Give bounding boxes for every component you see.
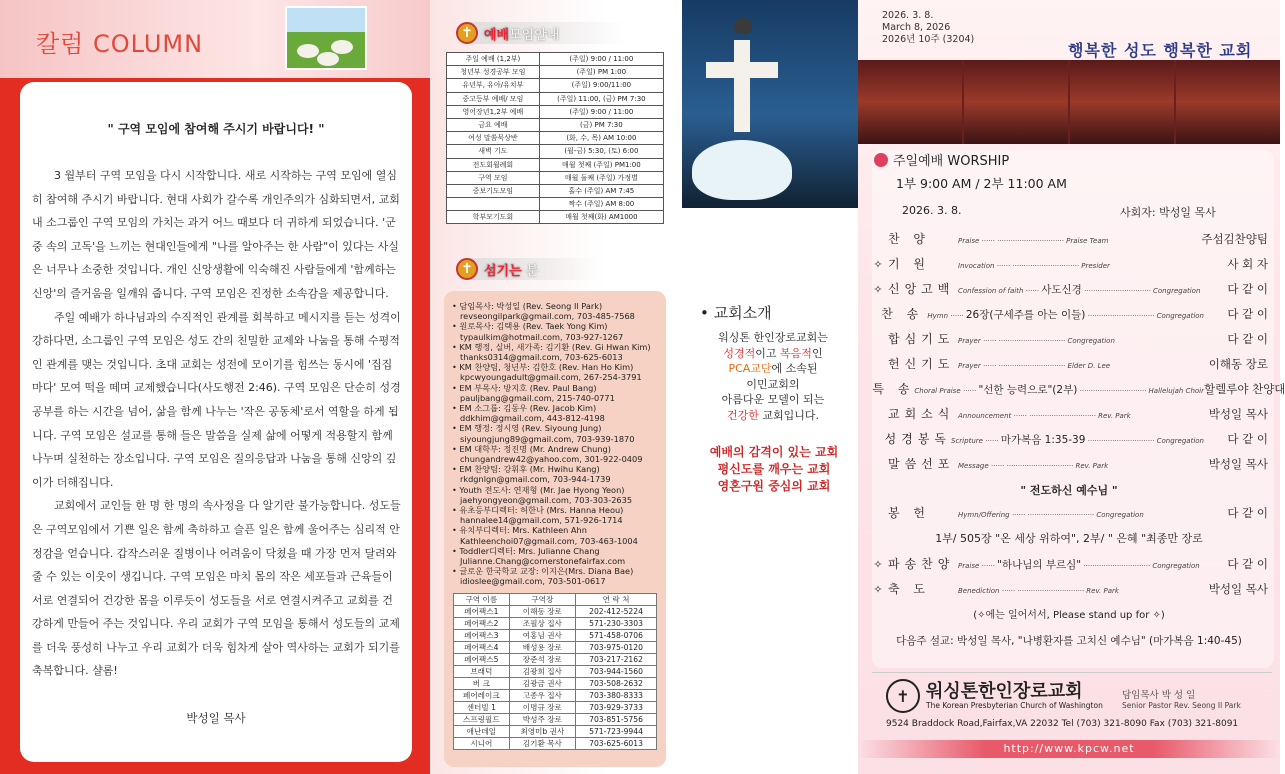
worship-order-row (868, 555, 1268, 577)
schedule-cell: 금요 예배 (447, 118, 540, 131)
staff-entry: • KM 찬양팀, 청년부: 김한호 (Rev. Han Ho Kim) (452, 362, 634, 373)
schedule-row (447, 92, 664, 105)
cell-value: 202-412-5224 (576, 606, 657, 618)
order-en: Prayer (958, 362, 981, 370)
worship-order-row (868, 580, 1268, 602)
cell-row (454, 690, 657, 702)
order-star: ✧ (873, 258, 883, 271)
church-address: 9524 Braddock Road,Fairfax,VA 22032 Tel (703) 321-8090 Fax (703) 321-8091 (886, 719, 1239, 729)
order-detail: "선한 능력으로"(2부) (978, 384, 1078, 396)
schedule-cell: 매월 첫째(화) AM1000 (539, 211, 663, 224)
schedule-cell: 구역 모임 (447, 171, 540, 184)
order-item: 기 원 (888, 257, 930, 271)
order-star: ✧ (873, 558, 883, 571)
schedule-cell: 매월 둘째 (주일) 가정별 (539, 171, 663, 184)
order-who: 다 같 이 (1227, 557, 1268, 571)
staff-list (452, 301, 662, 587)
order-en: Choral Praise (914, 387, 961, 395)
order-item: 파송찬양 (888, 557, 955, 571)
order-who: 박성일 목사 (1208, 407, 1268, 421)
worship-order-row (868, 330, 1268, 352)
staff-entry: • EM 소그룹: 김동우 (Rev. Jacob Kim) (452, 403, 597, 414)
staff-heading-a: 섬기는 (484, 263, 522, 279)
schedule-cell: (화, 수, 목) AM 10:00 (539, 132, 663, 145)
order-en: Confession of faith (958, 287, 1024, 295)
church-logo-icon: ✝ (886, 679, 920, 713)
order-en: Hymn/Offering (958, 511, 1010, 519)
staff-entry: typaulkim@hotmail.com, 703-927-1267 (460, 331, 624, 342)
staff-entry: revseongilpark@gmail.com, 703-485-7568 (460, 311, 635, 322)
church-photos (858, 60, 1280, 144)
cell-value: 고종우 집사 (509, 690, 575, 702)
cross-photo (682, 0, 858, 208)
schedule-heading (456, 22, 646, 44)
schedule-row (447, 105, 664, 118)
cross-icon: ✝ (456, 258, 478, 280)
cell-value: 장준석 장로 (509, 654, 575, 666)
worship-times: 1부 9:00 AM / 2부 11:00 AM (896, 176, 1067, 191)
worship-order-row (868, 280, 1268, 302)
schedule-cell: 짝수 (주일) AM 8:00 (539, 198, 663, 211)
order-detail: "하나님의 부르심" (997, 559, 1082, 571)
staff-entry: idioslee@gmail.com, 703-501-0617 (460, 576, 606, 587)
worship-order-row (868, 230, 1268, 252)
order-detail: 사도신경 (1041, 284, 1082, 296)
schedule-cell: 새벽 기도 (447, 145, 540, 158)
order-who: 다 같 이 (1227, 332, 1268, 346)
staff-entry: Julianne.Chang@cornerstonefairfax.com (460, 556, 626, 567)
column-paragraph: 교회에서 교인들 한 명 한 명의 속사정을 다 알기란 불가능합니다. 성도들은 구역모임에서 기쁜 일은 함께 축하하고 슬픈 일은 함께 울어주는 심리적 안정감을 얻습니다. 갑작스러운 질병이나 어려움이 닥쳤을 때 가장 먼저 달려와 줄 수 있는 이웃이 생깁니다. 구역 모임은 마치 몸의 작은 세포들과 근육들이 서로 연결되어 건강한 몸을 이루듯이 성도들을 서로 연결시켜주고 교회를 건강하게 만들어 주는 것입니다. 우리 교회가 구역 모임을 통해서 성도들의 교제를 더욱 풍성히 나누고 우리 교회가 더욱 힘차게 살아 역사하는 교회가 되기를 축복합니다. 샬롬! (32, 499, 401, 678)
staff-entry: • EM 대학부: 정진명 (Mr. Andrew Chung) (452, 443, 611, 454)
order-who: 박성일 목사 (1208, 582, 1268, 596)
staff-entry: • 담임목사: 박성일 (Rev. Seong Il Park) (452, 301, 603, 311)
schedule-row (447, 158, 664, 171)
order-role: Congregation (1156, 437, 1204, 445)
schedule-cell: (금) PM 7:30 (539, 118, 663, 131)
intro-text: 워싱톤 한인장로교회는 성경적이고 복음적인 PCA교단에 소속된 이민교회의 아름다운 모델이 되는 건강한 교회입니다. (718, 331, 828, 422)
order-star: ✧ (873, 283, 883, 296)
cell-value: 박성주 장로 (509, 714, 575, 726)
staff-entry: jaehyongyeon@gmail.com, 703-303-2635 (460, 494, 633, 505)
cell-row (454, 666, 657, 678)
staff-entry: siyoungjung89@gmail.com, 703-939-1870 (460, 433, 635, 444)
worship-order-row (868, 255, 1268, 277)
staff-entry: • EM 부목사: 방지호 (Rev. Paul Bang) (452, 382, 597, 393)
worship-panel (858, 0, 1285, 774)
schedule-cell: 매월 첫째 (주일) PM1:00 (539, 158, 663, 171)
column-header (0, 0, 430, 78)
schedule-row (447, 198, 664, 211)
order-item: 성경봉독 (884, 432, 952, 446)
cell-row (454, 654, 657, 666)
worship-title: 주일예배 WORSHIP (874, 150, 1009, 169)
schedule-cell: (주일) 9:00/11:00 (539, 79, 663, 92)
staff-entry: • 글로운 한국학교 교장: 이지은(Mrs. Diana Bae) (452, 566, 634, 577)
cell-value: 브래덕 (454, 666, 510, 678)
cell-value: 최영미b 권사 (509, 726, 575, 738)
order-en: Hymn (927, 312, 949, 320)
cross-icon: ✝ (456, 22, 478, 44)
staff-entry: • Youth 전도사: 연재형 (Mr. Jae Hyong Yeon) (452, 484, 625, 495)
cell-row (454, 642, 657, 654)
order-role: Rev. Park (1086, 587, 1119, 595)
worship-order-row (868, 455, 1268, 477)
column-title: " 구역 모임에 참여해 주시기 바랍니다! " (107, 122, 325, 136)
order-item: 찬 양 (888, 232, 930, 246)
order-role: Hallelujah Choir (1148, 387, 1204, 395)
cell-value: 페어팩스3 (454, 630, 510, 642)
cell-value: 페어팩스2 (454, 618, 510, 630)
worship-date: 2026. 3. 8. (902, 204, 962, 217)
cell-value: 703-625-6013 (576, 738, 657, 750)
offering-hymn: 1부/ 505장 "온 세상 위하여", 2부/ " 은혜 "최종만 장로 (935, 532, 1203, 545)
order-dots: Praise ······ ······························ Praise Team (958, 237, 1109, 245)
cell-value: 571-230-3303 (576, 618, 657, 630)
staff-entry: • 유초등부디렉터: 허한나 (Mrs. Hanna Heou) (452, 505, 624, 516)
schedule-cell: 여성 말씀묵상반 (447, 132, 540, 145)
schedule-cell: (주일) PM 1:00 (539, 66, 663, 79)
order-dots: Prayer ······ ······························ Congregation (958, 337, 1115, 345)
order-en: Announcement (958, 412, 1012, 420)
order-en: Invocation (958, 262, 995, 270)
schedule-row (447, 53, 664, 66)
cell-row (454, 738, 657, 750)
cell-header-row (454, 594, 657, 606)
schedule-cell: 전도회월례회 (447, 158, 540, 171)
staff-box (444, 291, 666, 767)
column-paragraph: 주일 예배가 하나님과의 수직적인 관계를 회복하고 메시지를 듣는 성격이 강하다면, 소그룹인 구역 모임은 성도 간의 친밀한 교제와 나눔을 통해 수평적인 관계를 맺는 것입니다. 초대 교회는 성전에 모이기를 힘쓰는 동시에 '집집마다' 모여 떡을 떼며 교제했습니다(사도행전 2:46). 구역 모임은 단순히 성경 공부를 하는 시간을 넘어, 삶을 함께 나누는 '작은 공동체'로서 역할을 하게 됩니다. 구역 모임은 설교를 통해 들은 말씀을 실제 삶에 어떻게 적용할지 함께 나누며 실천하는 장소입니다. 구역 모임은 질의응답과 나눔을 통해 신앙의 깊이가 더해집니다. (32, 310, 401, 489)
order-detail: 마가복음 1:35-39 (1000, 434, 1086, 446)
worship-order-row (868, 504, 1268, 526)
cell-row (454, 630, 657, 642)
staff-entry: pauljbang@gmail.com, 215-740-0771 (460, 392, 615, 403)
order-item: 합심기도 (888, 332, 955, 346)
order-item: 신앙고백 (888, 282, 955, 296)
order-dots: Choral Praise ······ "선한 능력으로"(2부) ······························ Hallelujah Choir (914, 384, 1204, 396)
staff-entry: • Toddler디렉터: Mrs. Julianne Chang (452, 545, 600, 556)
cell-value: 애난데일 (454, 726, 510, 738)
order-item: 찬 송 (881, 307, 924, 321)
schedule-cell: (월-금) 5:30, (토) 6:00 (539, 145, 663, 158)
cell-value: 703-975-0120 (576, 642, 657, 654)
cell-row (454, 714, 657, 726)
staff-entry: Kathleenchoi07@gmail.com, 703-463-1004 (460, 535, 638, 546)
schedule-row (447, 132, 664, 145)
order-item: 봉 헌 (888, 506, 930, 520)
staff-heading-b: 분 (525, 263, 539, 279)
sermon-title: " 전도하신 예수님 " (1020, 484, 1118, 497)
order-item: 축 도 (888, 582, 930, 596)
schedule-heading-a: 예배 (484, 27, 510, 43)
schedule-cell: (주일) 11:00, (금) PM 7:30 (539, 92, 663, 105)
cell-value: 703-929-3733 (576, 702, 657, 714)
order-role: Presider (1081, 262, 1110, 270)
cell-row (454, 678, 657, 690)
staff-entry: • 원로목사: 김택용 (Rev. Taek Yong Kim) (452, 321, 608, 332)
order-role: Praise Team (1066, 237, 1109, 245)
staff-entry: hannalee14@gmail.com, 571-926-1714 (460, 515, 623, 526)
order-who: 할렐루야 찬양대 (1204, 382, 1285, 396)
staff-entry: • EM 행정: 정시영 (Rev. Siyoung Jung) (452, 423, 602, 434)
cell-value: 571-458-0706 (576, 630, 657, 642)
worship-order-row (868, 355, 1268, 377)
staff-heading (456, 258, 616, 280)
order-who: 사 회 자 (1227, 257, 1268, 271)
schedule-row (447, 66, 664, 79)
church-url[interactable]: http://www.kpcw.net (858, 740, 1280, 758)
schedule-cell: 주일 예배 (1,2부) (447, 53, 540, 66)
info-panel (430, 0, 682, 774)
order-en: Praise (958, 237, 980, 245)
church-footer (872, 672, 1272, 742)
schedule-cell: (주일) 9:00 / 11:00 (539, 105, 663, 118)
order-en: Message (958, 462, 989, 470)
flower-icon (874, 153, 888, 167)
cell-value: 김광희 집사 (509, 666, 575, 678)
order-dots: Invocation ······ ······························ Presider (958, 262, 1110, 270)
order-dots: Confession of faith ······ 사도신경 ······························ Congregation (958, 284, 1201, 296)
cell-value: 페어팩스5 (454, 654, 510, 666)
order-role: Congregation (1096, 511, 1144, 519)
cell-row (454, 726, 657, 738)
order-dots: Hymn ······ 26장(구세주를 아는 이들) ······························ Congregation (927, 309, 1204, 321)
cell-value: 페어팩스4 (454, 642, 510, 654)
staff-entry: • EM 찬양팀: 강휘후 (Mr. Hwihu Kang) (452, 464, 600, 475)
order-dots: Scripture ······ 마가복음 1:35-39 ······························ Congregation (951, 434, 1204, 446)
schedule-cell: 유년부, 유아/유치부 (447, 79, 540, 92)
church-name: 워싱톤한인장로교회 (926, 681, 1083, 702)
issue-date: 2026. 3. 8. March 8, 2026 2026년 10주 (3204) (882, 10, 975, 45)
intro-panel (682, 0, 858, 774)
order-role: Congregation (1153, 287, 1201, 295)
order-role: Rev. Park (1075, 462, 1109, 470)
schedule-row (447, 145, 664, 158)
cell-value: 배성용 장로 (509, 642, 575, 654)
order-item: 특 송 (872, 382, 915, 396)
worship-order-row (868, 380, 1285, 402)
cell-value: 여홍님 권사 (509, 630, 575, 642)
cell-row (454, 606, 657, 618)
church-motto: 예배의 감격이 있는 교회 평신도를 깨우는 교회 영혼구원 중심의 교회 (709, 445, 839, 493)
cell-value: 571-723-9944 (576, 726, 657, 738)
schedule-cell (447, 198, 540, 211)
order-dots: Prayer ······ ······························ Elder D. Lee (958, 362, 1111, 370)
order-role: Elder D. Lee (1067, 362, 1111, 370)
cell-value: 703-508-2632 (576, 678, 657, 690)
presider: 사회자: 박성일 목사 (1120, 206, 1216, 219)
cell-row (454, 618, 657, 630)
cell-header: 구역장 (509, 594, 575, 606)
order-who: 다 같 이 (1227, 432, 1268, 446)
cell-group-table (453, 593, 657, 750)
cell-value: 센터빌 1 (454, 702, 510, 714)
order-role: Congregation (1156, 312, 1204, 320)
cell-value: 703-380-8333 (576, 690, 657, 702)
sheep-photo (285, 6, 367, 70)
schedule-heading-b: 모임안내 (509, 27, 560, 43)
cell-value: 스프링필드 (454, 714, 510, 726)
staff-entry: kpcwyoungadult@gmail.com, 267-254-3791 (460, 372, 642, 383)
next-sermon: 다음주 설교: 박성일 목사, "나병환자를 고치신 예수님" (마가복음 1:40-45) (896, 635, 1242, 647)
order-role: Rev. Park (1098, 412, 1131, 420)
column-card (20, 82, 412, 762)
cell-value: 시니어 (454, 738, 510, 750)
order-dots: Announcement ······ ······························ Rev. Park (958, 412, 1131, 420)
cell-value: 김기환 목사 (509, 738, 575, 750)
cell-header: 구역 이름 (454, 594, 510, 606)
staff-entry: • KM 행정, 실버, 새가족: 김기환 (Rev. Gi Hwan Kim) (452, 341, 651, 352)
cell-row (454, 702, 657, 714)
schedule-cell: 홀수 (주일) AM 7:45 (539, 184, 663, 197)
order-who: 다 같 이 (1227, 506, 1268, 520)
staff-entry: thanks0314@gmail.com, 703-625-6013 (460, 352, 623, 363)
schedule-cell: 청년부 성경공부 모임 (447, 66, 540, 79)
pastor-name: 담임목사 박 성 일 (1122, 690, 1196, 701)
order-detail: 26장(구세주를 아는 이들) (965, 309, 1086, 321)
schedule-row (447, 184, 664, 197)
column-paragraph: 3 월부터 구역 모임을 다시 시작합니다. 새로 시작하는 구역 모임에 열심히 참여해 주시기 바랍니다. 현대 사회가 갈수록 개인주의가 심화되면서, 교회 내 소그룹인 구역 모임의 가치는 과거 어느 때보다 더 귀하게 되었습니다. '군중 속의 고독'을 느끼는 현대인들에게 "나를 알아주는 한 사람"이 있다는 사실은 너무나 소중한 것입니다. 개인 신앙생활에 익숙해진 사람들에게 '함께하는 신앙'의 즐거움을 일깨워 줍니다. 구역 모임은 진정한 소속감을 제공합니다. (32, 169, 400, 300)
column-header-title: 칼럼 COLUMN (36, 30, 204, 58)
order-dots: Message ······ ······························ Rev. Park (958, 462, 1109, 470)
worship-order-row (868, 430, 1268, 452)
order-item: 말씀선포 (888, 457, 955, 471)
order-item: 헌신기도 (888, 357, 955, 371)
schedule-cell: 학부모기도회 (447, 211, 540, 224)
column-signature: 박성일 목사 (186, 711, 246, 725)
staff-entry: ddkhim@gmail.com, 443-812-4198 (460, 413, 605, 424)
order-en: Praise (958, 562, 980, 570)
bird-icon (734, 18, 752, 34)
column-panel (0, 0, 430, 774)
order-who: 다 같 이 (1227, 307, 1268, 321)
cell-value: 703-944-1560 (576, 666, 657, 678)
order-dots: Benediction ······ ······························ Rev. Park (958, 587, 1119, 595)
order-who: 주섬김찬양팀 (1201, 232, 1268, 246)
cell-value: 이해동 장로 (509, 606, 575, 618)
schedule-cell: 중고등부 예배/ 모임 (447, 92, 540, 105)
cell-value: 페어팩스1 (454, 606, 510, 618)
cell-value: 703-217-2162 (576, 654, 657, 666)
schedule-row (447, 79, 664, 92)
order-who: 박성일 목사 (1208, 457, 1268, 471)
slogan: 행복한 성도 행복한 교회 (1068, 41, 1253, 60)
cell-value: 이명규 장로 (509, 702, 575, 714)
staff-entry: rkdgnlgn@gmail.com, 703-944-1739 (460, 474, 611, 485)
column-body (32, 164, 402, 683)
schedule-cell: (주일) 9:00 / 11:00 (539, 53, 663, 66)
schedule-cell: 영어장년1,2부 예배 (447, 105, 540, 118)
order-item: 교회소식 (888, 407, 955, 421)
order-dots: Praise ······ "하나님의 부르심" ······························ Congregation (958, 559, 1200, 571)
order-dots: Hymn/Offering ······ ······························ Congregation (958, 511, 1144, 519)
order-en: Prayer (958, 337, 981, 345)
cell-header: 연 락 처 (576, 594, 657, 606)
order-who: 다 같 이 (1227, 282, 1268, 296)
stand-note: (✧에는 일어서서, Please stand up for ✧) (973, 610, 1165, 621)
order-en: Scripture (951, 437, 983, 445)
order-who: 이해동 장로 (1208, 357, 1268, 371)
cell-value: 김광금 권사 (509, 678, 575, 690)
cell-value: 페어레이크 (454, 690, 510, 702)
schedule-row (447, 118, 664, 131)
schedule-cell: 중보기도모임 (447, 184, 540, 197)
worship-order-row (868, 405, 1268, 427)
cell-value: 버 크 (454, 678, 510, 690)
cell-value: 조필상 집사 (509, 618, 575, 630)
order-role: Congregation (1152, 562, 1200, 570)
church-name-en: The Korean Presbyterian Church of Washington (926, 701, 1103, 710)
order-role: Congregation (1067, 337, 1115, 345)
staff-entry: • 유치부디렉터: Mrs. Kathleen Ahn (452, 525, 587, 536)
schedule-table (446, 52, 664, 224)
schedule-row (447, 171, 664, 184)
staff-entry: chungandrew42@yahoo.com, 301-922-0409 (460, 454, 643, 465)
schedule-row (447, 211, 664, 224)
worship-order-row (868, 305, 1268, 327)
order-en: Benediction (958, 587, 1000, 595)
cell-value: 703-851-5756 (576, 714, 657, 726)
pastor-name-en: Senior Pastor Rev. Seong Il Park (1122, 701, 1241, 710)
order-star: ✧ (873, 583, 883, 596)
intro-title: • 교회소개 (700, 304, 772, 322)
